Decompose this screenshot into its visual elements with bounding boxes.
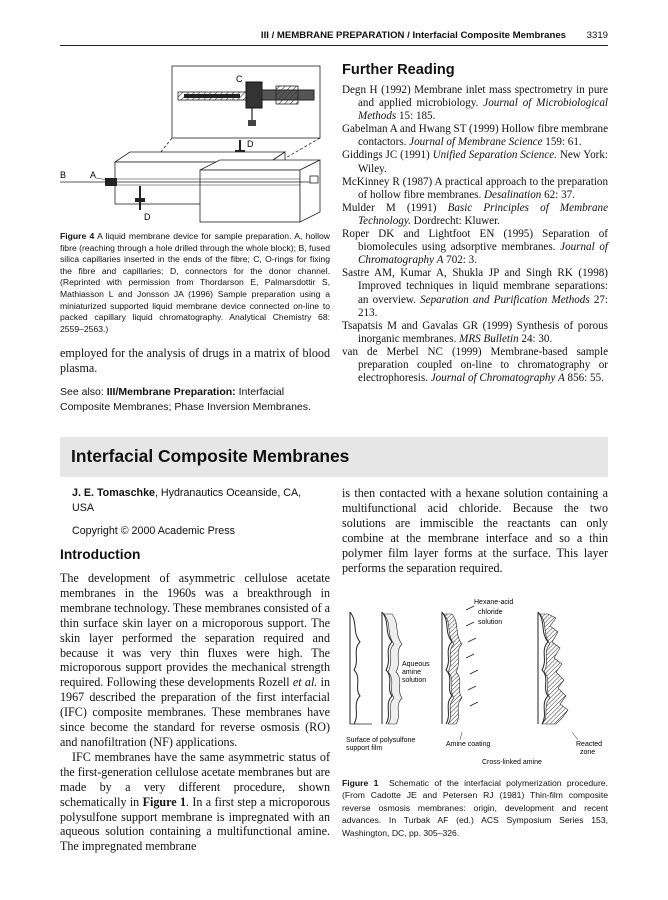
reference-item: van de Merbel NC (1999) Membrane-based sample preparation coupled on-line to chromatography or electrophoresis. Journal of Chromatography A 856: 55. (342, 345, 608, 385)
see-also-prefix: See also: (60, 386, 107, 398)
fig4-label-b: B (60, 170, 67, 180)
figure-4-label: Figure 4 (60, 231, 95, 241)
fig1-label-surface2: support film (346, 745, 383, 752)
intro-paragraph-1: The development of asymmetric cellulose acetate membranes in the 1960s was a breakthrough in membrane technology. These membranes consisted of a thin surface skin layer on a microporous support. The skin layer performed the separation required and because it was very thin fluxes were high. The microporous support provides the mechanical strength required. Following these developments Rozell et al. in 1967 described the preparation of the first interfacial (IFC) composite membranes. These membranes have since become the standard for reverse osmosis (RO) and nanofiltration (NF) applications. (60, 571, 331, 749)
running-header (60, 29, 608, 46)
fig4-label-d-bottom: D (144, 212, 151, 222)
running-header-section: III / MEMBRANE PREPARATION / Interfacial Composite Membranes (260, 30, 566, 41)
figure-4-caption-text: A liquid membrane device for sample preparation. A, hollow fibre (reaching through a hole drilled through the whole block); B, fused silica capillaries inserted in the ends of the fibre; C, O-rings for fixing the fibre and capillaries; D, connectors for the donor channel. (Reprinted with permission from Thordarson E, Palmarsdottir S, Mathiasson L and Jonsson JA (1996) Sample preparation using a miniaturized supported liquid membrane device connected on-line to packed capillary liquid chromatography. Analytical Chemistry 68: 2559–2563.) (60, 231, 330, 334)
further-reading-title: Further Reading (342, 62, 455, 78)
fig1-label-reacted1: Reacted (576, 741, 603, 748)
see-also (60, 385, 330, 414)
author-name: J. E. Tomaschke (72, 487, 155, 499)
left-column-continuation: employed for the analysis of drugs in a matrix of blood plasma. (60, 346, 330, 375)
introduction-text (60, 571, 330, 854)
fig1-label-chloride: chloride (478, 609, 503, 616)
fig1-label-solution-mid: solution (402, 677, 427, 684)
fig1-support-film (350, 612, 360, 724)
fig1-label-crosslinked: Cross-linked amine (482, 759, 542, 766)
fig1-label-aqueous: Aqueous (402, 661, 430, 668)
author-affiliation: , Hydranautics Oceanside, CA, USA (72, 487, 302, 515)
fig1-label-reacted2: zone (580, 749, 596, 756)
fig1-label-hexane: Hexane-acid (474, 599, 514, 606)
article-title: Interfacial Composite Membranes (71, 446, 350, 466)
reference-item: Tsapatsis M and Gavalas GR (1999) Synthesis of porous inorganic membranes. MRS Bulletin 24: 30. (342, 319, 608, 345)
fig4-label-a: A (90, 170, 97, 180)
author-block (72, 486, 322, 516)
fig1-label-amine: amine (402, 669, 422, 676)
figure-1-label: Figure 1 (342, 778, 379, 788)
reference-item: Roper DK and Lightfoot EN (1995) Separation of biomolecules using adsorptive membranes. Journal of Chromatography A 702: 3. (342, 228, 609, 267)
intro-paragraph-2: IFC membranes have the same asymmetric status of the first-generation cellulose acetate membranes but are made by a very different procedure, shown schematically in Figure 1. In a first step a microporous polysulfone support membrane is impregnated with an aqueous solution containing a multifunctional amine. The impregnated membrane (60, 749, 330, 854)
further-reading-list (342, 84, 608, 385)
figure-1-caption-text: Schematic of the interfacial polymerization procedure. (From Cadotte JE and Petersen RJ (1981) Thin-film composite reverse osmosis membranes: origin, development and recent advances. In Turbak AF (ed.) ACS Symposium Series 153, Washington, DC, pp. 305–326. (342, 778, 608, 838)
fig1-label-surface1: Surface of polysulfone (346, 737, 416, 744)
reference-item: Sastre AM, Kumar A, Shukla JP and Singh RK (1998) Improved techniques in liquid membrane separations: an overview. Separation and Purification Methods 27: 213. (342, 267, 608, 319)
reference-item: Giddings JC (1991) Unified Separation Science. New York: Wiley. (342, 149, 609, 175)
article-title-banner (60, 437, 608, 477)
figure-1-reference[interactable]: Figure 1 (142, 794, 187, 809)
reference-item: McKinney R (1987) A practical approach to the preparation of hollow fibre membranes. Desalination 62: 37. (342, 175, 608, 201)
figure-1-diagram (342, 592, 608, 772)
right-column-text: is then contacted with a hexane solution containing a multifunctional acid chloride. Because the two solutions are immiscible the reactants can only combine at the membrane interface and so a thin polymer film layer forms at the surface. This layer performs the separation required. (342, 486, 608, 575)
figure-4-diagram (60, 62, 330, 230)
fig1-label-solution-top: solution (478, 619, 503, 626)
copyright-line: Copyright © 2000 Academic Press (72, 525, 235, 537)
fig4-label-c: C (236, 74, 243, 84)
fig4-label-d-top: D (247, 139, 254, 149)
reference-item: Mulder M (1991) Basic Principles of Membrane Technology. Dordrecht: Kluwer. (342, 201, 608, 227)
figure-1-caption (342, 777, 608, 839)
see-also-rest[interactable]: Interfacial Composite Membranes; Phase Inversion Membranes. (60, 386, 311, 413)
figure-4-caption (60, 231, 330, 335)
reference-item: Degn H (1992) Membrane inlet mass spectrometry in pure and applied microbiology. Journal of Microbiological Methods 15: 185. (342, 84, 608, 123)
fig4-inset-connector (246, 82, 262, 108)
page-number: 3319 (586, 30, 608, 41)
see-also-link-section[interactable]: III/Membrane Preparation: (106, 386, 236, 398)
reference-item: Gabelman A and Hwang ST (1999) Hollow fibre membrane contactors. Journal of Membrane Science 159: 61. (342, 123, 608, 149)
introduction-heading: Introduction (60, 547, 141, 562)
fig1-label-amine-coating: Amine coating (446, 741, 491, 748)
